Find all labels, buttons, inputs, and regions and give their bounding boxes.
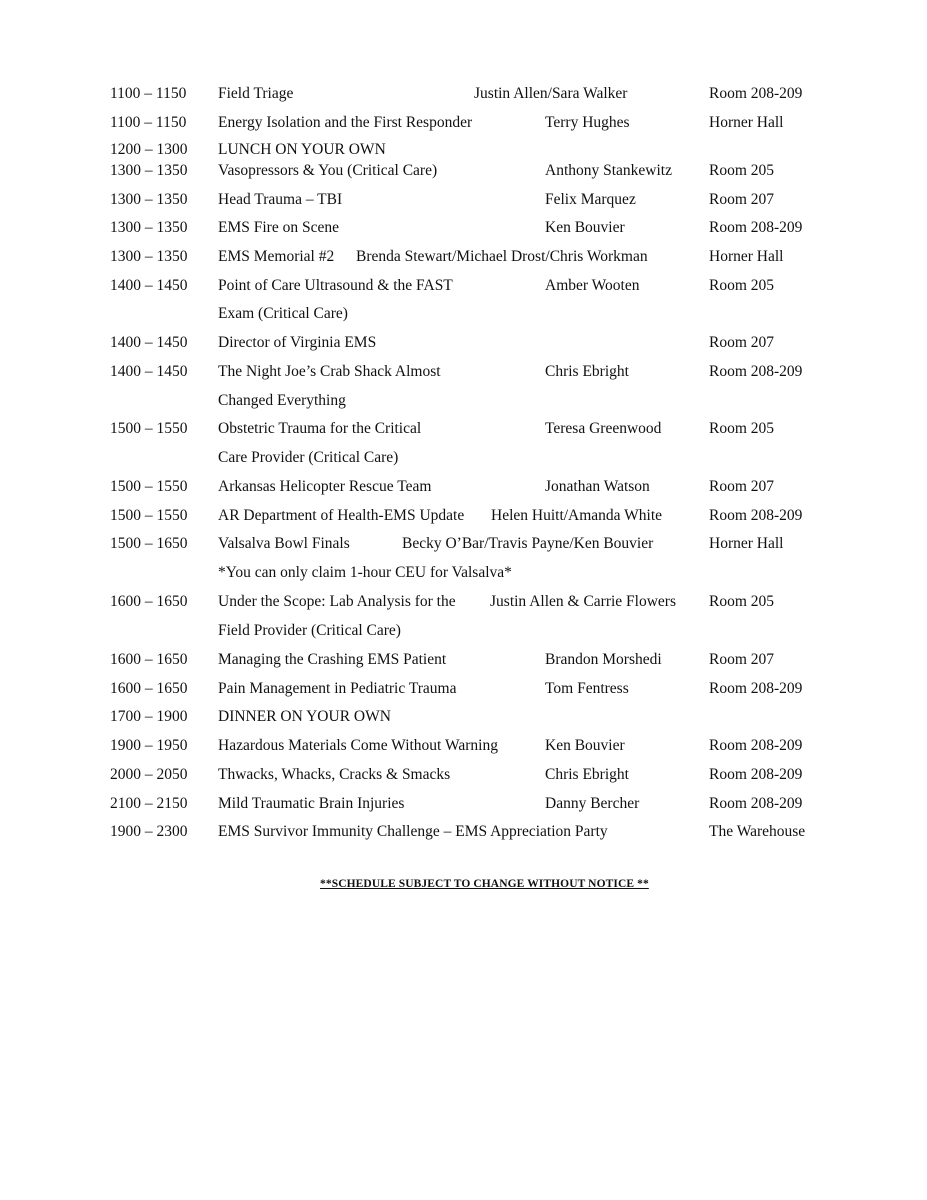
session-speaker: Ken Bouvier <box>545 737 625 754</box>
schedule-disclaimer: **SCHEDULE SUBJECT TO CHANGE WITHOUT NOTICE ** <box>320 878 649 890</box>
session-title: Managing the Crashing EMS Patient <box>218 651 447 668</box>
session-room: Horner Hall <box>709 248 784 265</box>
session-title: EMS Survivor Immunity Challenge – EMS Appreciation Party <box>218 823 608 840</box>
session-title: EMS Fire on Scene <box>218 219 339 236</box>
session-speaker: Helen Huitt/Amanda White <box>491 507 663 524</box>
session-speaker: Chris Ebright <box>545 363 629 380</box>
session-room: Horner Hall <box>709 535 784 552</box>
session-time: 1500 – 1550 <box>110 478 188 495</box>
session-speaker: Tom Fentress <box>545 680 629 697</box>
session-title: Director of Virginia EMS <box>218 334 377 351</box>
session-title: Point of Care Ultrasound & the FAST <box>218 277 453 294</box>
session-room: Room 207 <box>709 651 775 668</box>
session-title: Head Trauma – TBI <box>218 191 343 208</box>
session-title: AR Department of Health-EMS Update <box>218 507 465 524</box>
session-time: 1300 – 1350 <box>110 191 188 208</box>
session-time: 1300 – 1350 <box>110 162 188 179</box>
session-speaker: Ken Bouvier <box>545 219 625 236</box>
session-time: 1100 – 1150 <box>110 85 187 102</box>
session-title-continued: Care Provider (Critical Care) <box>218 449 399 466</box>
session-title: Field Triage <box>218 85 294 102</box>
session-room: Room 208-209 <box>709 766 803 783</box>
session-speaker: Brandon Morshedi <box>545 651 662 668</box>
session-room: Room 208-209 <box>709 219 803 236</box>
session-title: Vasopressors & You (Critical Care) <box>218 162 438 179</box>
session-speaker: Felix Marquez <box>545 191 636 208</box>
session-title: Arkansas Helicopter Rescue Team <box>218 478 432 495</box>
session-room: Room 208-209 <box>709 795 803 812</box>
session-time: 1200 – 1300 <box>110 141 188 158</box>
session-room: The Warehouse <box>709 823 806 840</box>
session-speaker: Amber Wooten <box>545 277 640 294</box>
session-room: Room 208-209 <box>709 507 803 524</box>
session-time: 1500 – 1650 <box>110 535 188 552</box>
session-title-continued: Field Provider (Critical Care) <box>218 622 401 639</box>
session-time: 1500 – 1550 <box>110 507 188 524</box>
session-time: 1500 – 1550 <box>110 420 188 437</box>
session-room: Room 208-209 <box>709 363 803 380</box>
session-speaker: Danny Bercher <box>545 795 640 812</box>
session-room: Room 207 <box>709 478 775 495</box>
session-time: 1100 – 1150 <box>110 114 187 131</box>
session-room: Room 207 <box>709 191 775 208</box>
session-time: 2100 – 2150 <box>110 795 188 812</box>
session-speaker: Jonathan Watson <box>545 478 650 495</box>
session-speaker: Justin Allen & Carrie Flowers <box>490 593 676 610</box>
session-title: Thwacks, Whacks, Cracks & Smacks <box>218 766 451 783</box>
session-time: 1400 – 1450 <box>110 363 188 380</box>
session-room: Room 205 <box>709 420 775 437</box>
session-title: LUNCH ON YOUR OWN <box>218 141 386 158</box>
session-room: Room 205 <box>709 162 775 179</box>
session-room: Room 207 <box>709 334 775 351</box>
session-time: 1400 – 1450 <box>110 334 188 351</box>
session-note: *You can only claim 1-hour CEU for Valsalva* <box>218 564 512 581</box>
session-room: Room 205 <box>709 593 775 610</box>
session-speaker: Justin Allen/Sara Walker <box>474 85 628 102</box>
session-time: 1600 – 1650 <box>110 651 188 668</box>
session-room: Room 205 <box>709 277 775 294</box>
session-title: Under the Scope: Lab Analysis for the <box>218 593 456 610</box>
session-title: EMS Memorial #2 <box>218 248 335 265</box>
session-speaker: Teresa Greenwood <box>545 420 662 437</box>
session-title: Mild Traumatic Brain Injuries <box>218 795 405 812</box>
session-speaker: Chris Ebright <box>545 766 629 783</box>
session-room: Room 208-209 <box>709 737 803 754</box>
session-title: The Night Joe’s Crab Shack Almost <box>218 363 441 380</box>
session-time: 1900 – 2300 <box>110 823 188 840</box>
session-room: Horner Hall <box>709 114 784 131</box>
session-room: Room 208-209 <box>709 85 803 102</box>
session-time: 1900 – 1950 <box>110 737 188 754</box>
session-title-continued: Changed Everything <box>218 392 346 409</box>
session-title: Obstetric Trauma for the Critical <box>218 420 422 437</box>
session-title: Hazardous Materials Come Without Warning <box>218 737 498 754</box>
session-speaker: Terry Hughes <box>545 114 630 131</box>
session-time: 1700 – 1900 <box>110 708 188 725</box>
session-time: 1400 – 1450 <box>110 277 188 294</box>
session-time: 1600 – 1650 <box>110 593 188 610</box>
session-room: Room 208-209 <box>709 680 803 697</box>
session-time: 1300 – 1350 <box>110 248 188 265</box>
session-title: DINNER ON YOUR OWN <box>218 708 391 725</box>
session-speaker: Anthony Stankewitz <box>545 162 672 179</box>
session-title: Pain Management in Pediatric Trauma <box>218 680 457 697</box>
session-time: 1300 – 1350 <box>110 219 188 236</box>
session-speaker: Brenda Stewart/Michael Drost/Chris Workman <box>356 248 648 265</box>
session-time: 1600 – 1650 <box>110 680 188 697</box>
session-time: 2000 – 2050 <box>110 766 188 783</box>
session-title-continued: Exam (Critical Care) <box>218 305 348 322</box>
session-speaker: Becky O’Bar/Travis Payne/Ken Bouvier <box>402 535 654 552</box>
session-title: Valsalva Bowl Finals <box>218 535 350 552</box>
session-title: Energy Isolation and the First Responder <box>218 114 473 131</box>
